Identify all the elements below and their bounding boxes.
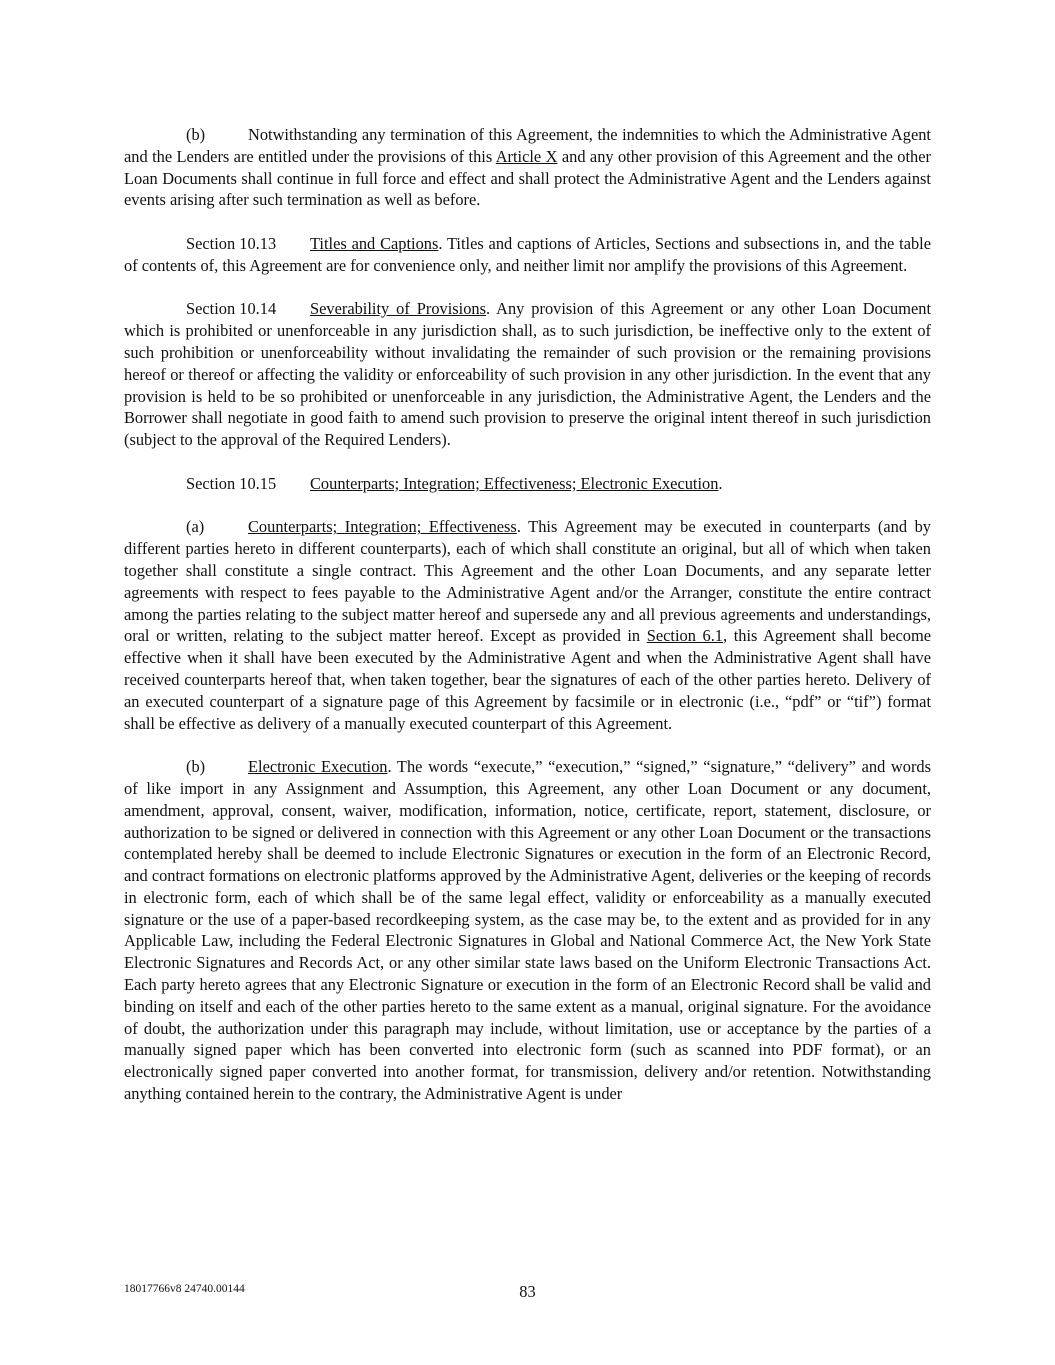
paragraph-b-electronic-execution [124,756,931,1105]
paragraph-heading: Counterparts; Integration; Effectiveness [248,517,517,537]
page-number: 83 [519,1282,536,1301]
section-10-15 [124,473,931,495]
section-heading: Titles and Captions [310,233,439,253]
document-body [124,124,931,1105]
section-text: . Any provision of this Agreement or any other Loan Document which is prohibited or unenforceable in any jurisdiction shall, as to such jurisdiction, be ineffective only to the extent of such prohibition or unenforceability without invalidating the remainder of such provision or the remaining provisions hereof or thereof or affecting the validity or enforceability of such provision in any other jurisdiction. In the event that any provision is held to be so prohibited or unenforceable in any jurisdiction, the Administrative Agent, the Lenders and the Borrower shall negotiate in good faith to amend such provision to preserve the original intent thereof in such jurisdiction (subject to the approval of the Required Lenders). [124,299,931,450]
paragraph-label: (a) [186,517,205,537]
section-10-14 [124,298,931,451]
section-6-1-reference: Section 6.1 [646,626,723,646]
paragraph-text: . The words “execute,” “execution,” “signed,” “signature,” “delivery” and words of like import in any Assignment and Assumption, this Agreement, any other Loan Document or any document, amendment, approval, consent, waiver, modification, information, notice, certificate, report, statement, disclosure, or authorization to be signed or delivered in connection with this Agreement or any other Loan Document or the transactions contemplated hereby shall be deemed to include Electronic Signatures or execution in the form of an Electronic Record, and contract formations on electronic platforms approved by the Administrative Agent, deliveries or the keeping of records in electronic form, each of which shall be of the same legal effect, validity or enforceability as a manually executed signature or the use of a paper-based recordkeeping system, as the case may be, to the extent and as provided for in any Applicable Law, including the Federal Electronic Signatures in Global and National Commerce Act, the New York State Electronic Signatures and Records Act, or any other similar state laws based on the Uniform Electronic Transactions Act. Each party hereto agrees that any Electronic Signature or execution in the form of an Electronic Record shall be valid and binding on itself and each of the other parties hereto to the same extent as a manual, original signature. For the avoidance of doubt, the authorization under this paragraph may include, without limitation, use or acceptance by the parties of a manually signed paper which has been converted into electronic form (such as scanned into PDF format), or an electronically signed paper converted into another format, for transmission, delivery and/or retention. Notwithstanding anything contained herein to the contrary, the Administrative Agent is under [124,757,931,1104]
section-number: Section 10.13 [186,233,277,253]
section-heading: Counterparts; Integration; Effectiveness; Electronic Execution [310,473,719,493]
section-heading: Severability of Provisions [310,299,486,319]
paragraph-label: (b) [186,757,206,777]
paragraph-b-indemnities [124,124,931,211]
document-id: 18017766v8 24740.00144 [124,1283,245,1295]
section-10-13 [124,233,931,277]
paragraph-text: Notwithstanding any termination of this Agreement, the indemnities to which the Administrative Agent and the Lenders are entitled under the provisions of this [124,125,931,166]
paragraph-text: , this Agreement shall become effective when it shall have been executed by the Administrative Agent and when the Administrative Agent shall have received counterparts hereof that, when taken together, bear the signatures of each of the other parties hereto. Delivery of an executed counterpart of a signature page of this Agreement by facsimile or in electronic (i.e., “pdf” or “tif”) format shall be effective as delivery of a manually executed counterpart of this Agreement. [124,626,932,733]
article-x-reference: Article X [495,146,558,166]
section-number: Section 10.14 [186,299,277,319]
section-number: Section 10.15 [186,473,277,493]
paragraph-label: (b) [186,125,206,144]
paragraph-heading: Electronic Execution [248,757,388,777]
paragraph-text: . This Agreement may be executed in counterparts (and by different parties hereto in different counterparts), each of which shall constitute an original, but all of which when taken together shall constitute a single contract. This Agreement and the other Loan Documents, and any separate letter agreements with respect to fees payable to the Administrative Agent and/or the Arranger, constitute the entire contract among the parties relating to the subject matter hereof and supersede any and all previous agreements and understandings, oral or written, relating to the subject matter hereof. Except as provided in [124,517,931,646]
paragraph-a-counterparts [124,516,931,734]
paragraph-text: and any other provision of this Agreement and the other Loan Documents shall continue in full force and effect and shall protect the Administrative Agent and the Lenders against events arising after such termination as well as before. [124,146,931,210]
section-text: . Titles and captions of Articles, Sections and subsections in, and the table of contents of, this Agreement are for convenience only, and neither limit nor amplify the provisions of this Agreement. [124,233,931,275]
section-text: . [718,473,723,493]
